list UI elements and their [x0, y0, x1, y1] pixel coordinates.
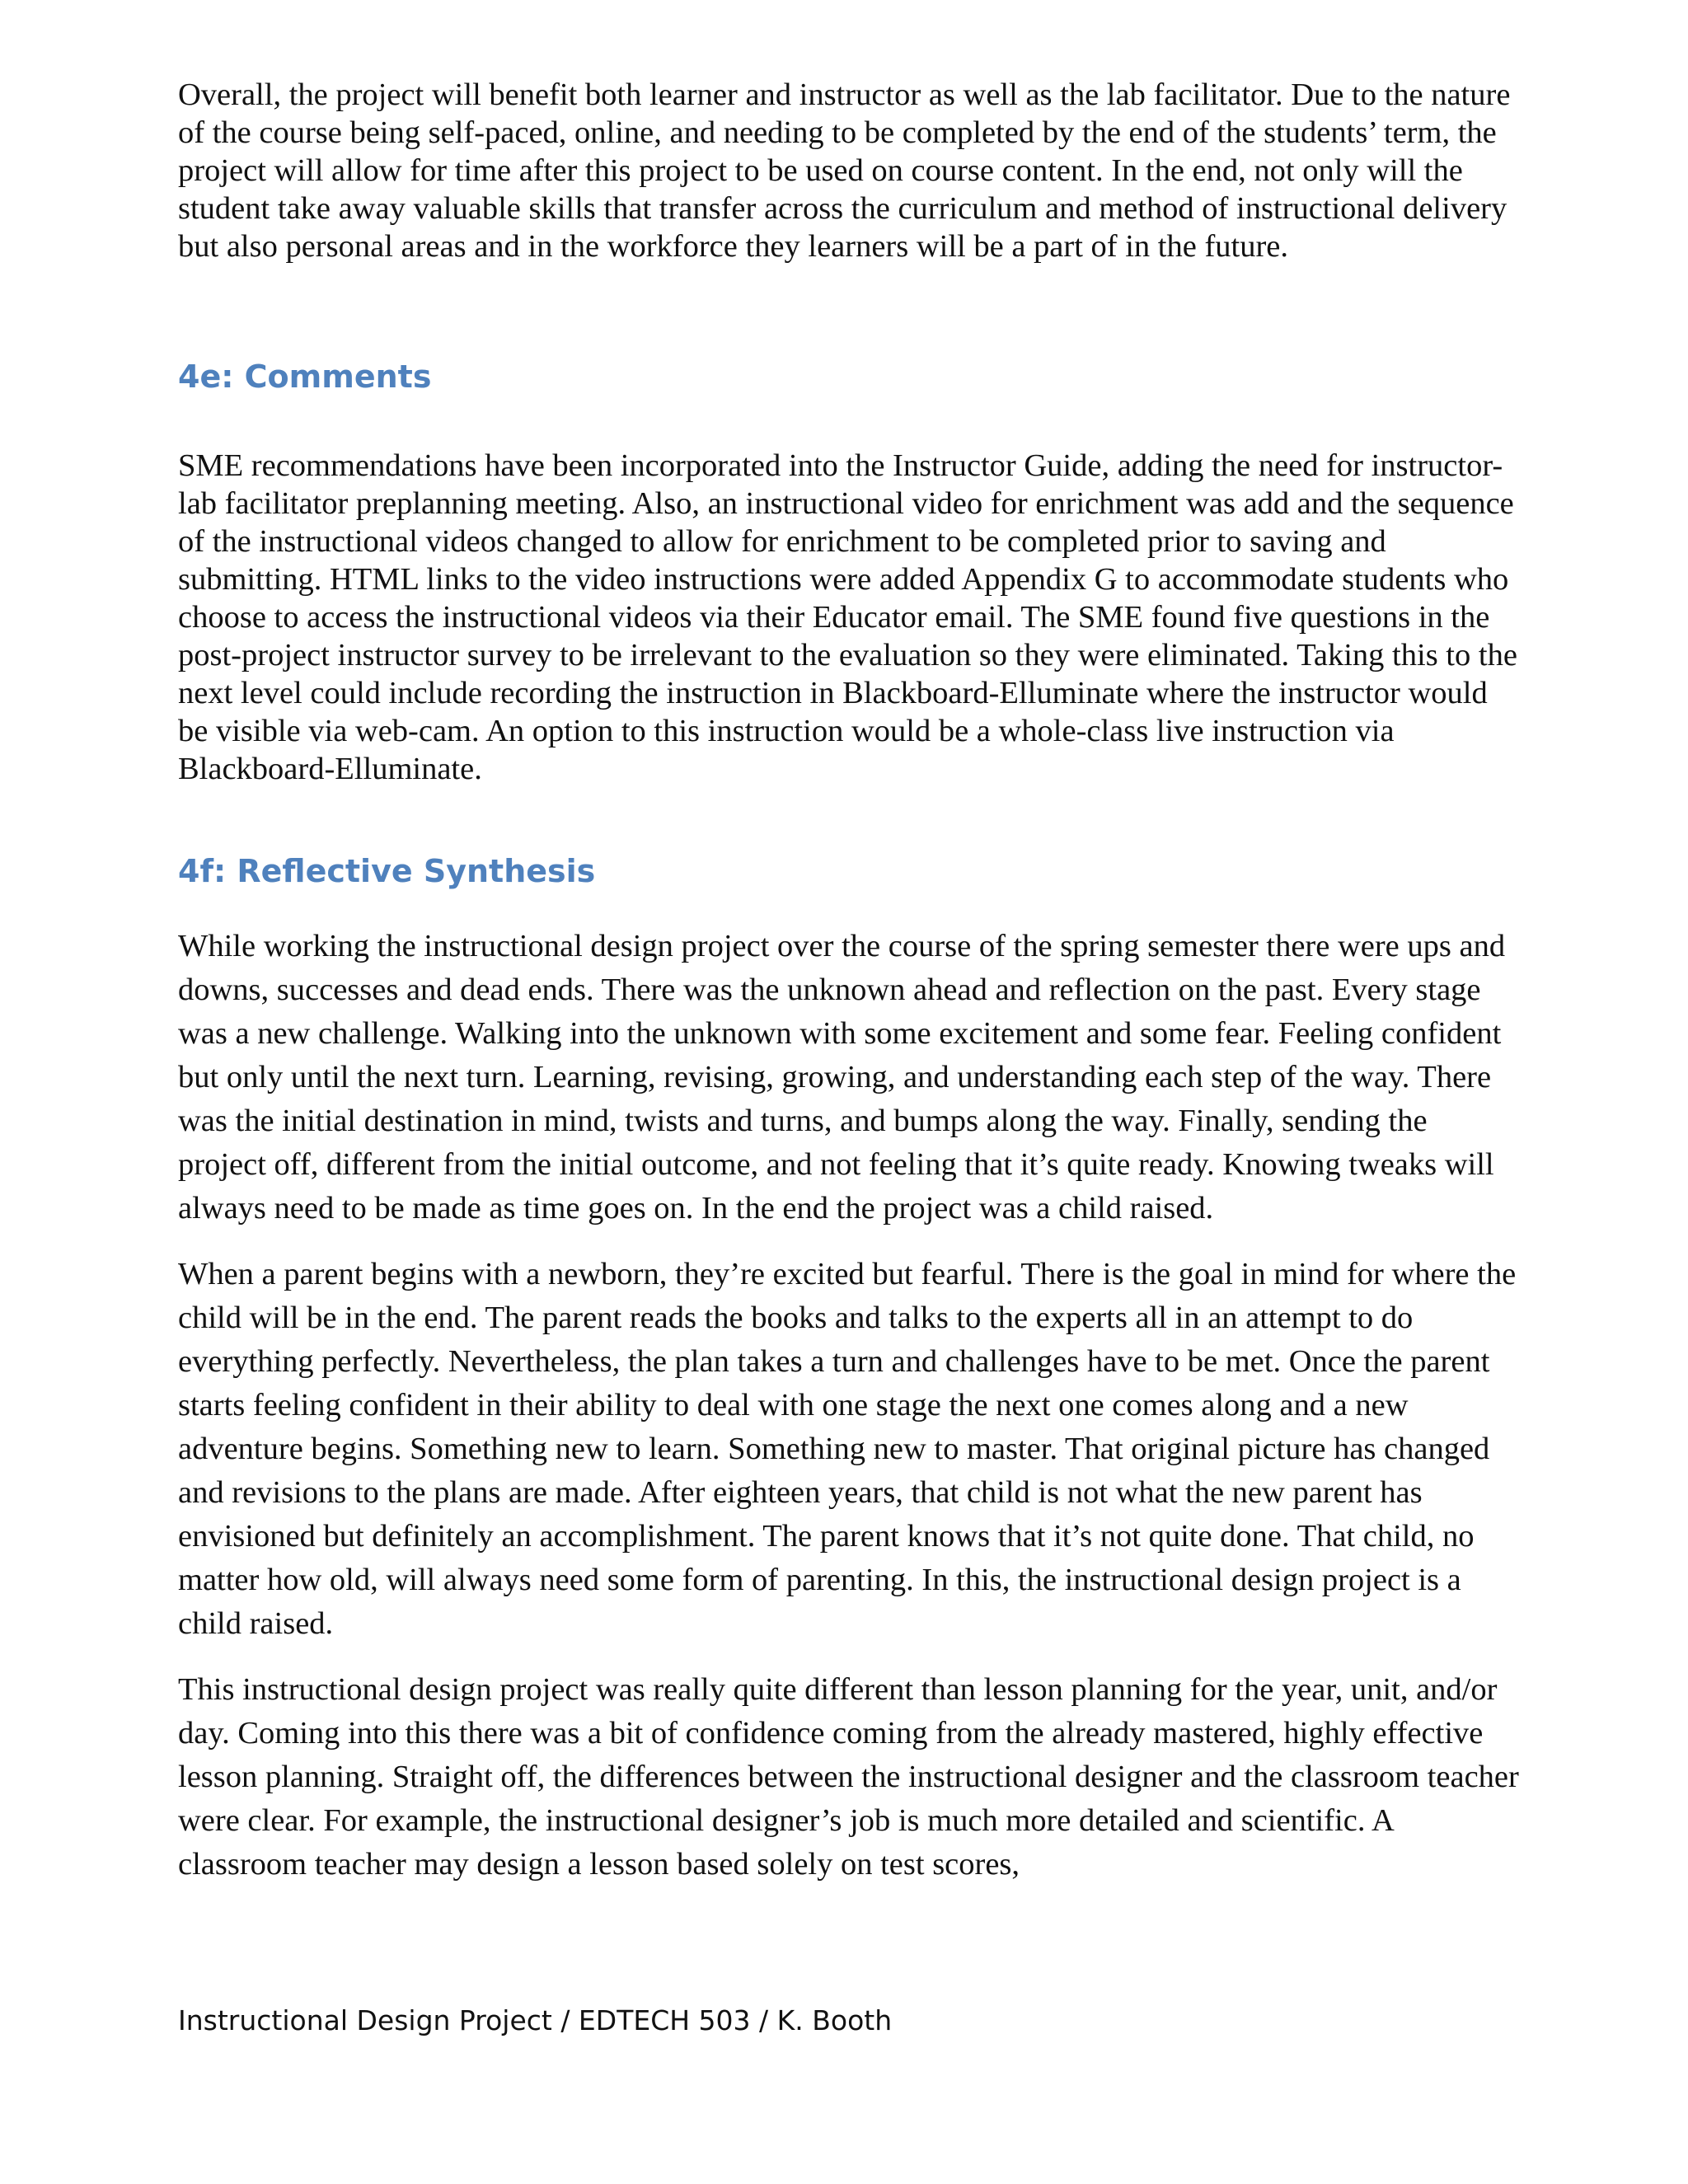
paragraph-4f-2: When a parent begins with a newborn, they’re excited but fearful. There is the goal in mind for where the child will be in the end. The parent reads the books and talks to the experts all in an attempt to do everything perfectly. Nevertheless, the plan takes a turn and challenges have to be met. Once the parent starts feeling confident in their ability to deal with one stage the next one comes along and a new adventure begins. Something new to learn. Something new to master. That original picture has changed and revisions to the plans are made. After eighteen years, that child is not what the new parent has envisioned but definitely an accomplishment. The parent knows that it’s not quite done. That child, no matter how old, will always need some form of parenting. In this, the instructional design project is a child raised. — [178, 1257, 1517, 1641]
page-footer: Instructional Design Project / EDTECH 503 / K. Booth — [178, 2004, 893, 2036]
heading-4e-comments: 4e: Comments — [178, 359, 432, 395]
heading-4f-reflective-synthesis: 4f: Reflective Synthesis — [178, 853, 596, 889]
paragraph-4e-comments: SME recommendations have been incorporated into the Instructor Guide, adding the need for instructor-lab facilitator preplanning meeting. Also, an instructional video for enrichment was add and the sequence of the instructional videos changed to allow for enrichment to be completed prior to saving and submitting. HTML links to the video instructions were added Appendix G to accommodate students who choose to access the instructional videos via their Educator email. The SME found five questions in the post-project instructor survey to be irrelevant to the evaluation so they were eliminated. Taking this to the next level could include recording the instruction in Blackboard-Elluminate where the instructor would be visible via web-cam. An option to this instruction would be a whole-class live instruction via Blackboard-Elluminate. — [178, 448, 1517, 786]
paragraph-4f-3: This instructional design project was really quite different than lesson planning for the year, unit, and/or day. Coming into this there was a bit of confidence coming from the already mastered, highly effective lesson planning. Straight off, the differences between the instructional designer and the classroom teacher were clear. For example, the instructional designer’s job is much more detailed and scientific. A classroom teacher may design a lesson based solely on test scores, — [178, 1672, 1519, 1882]
page-content — [178, 76, 1522, 1886]
paragraph-4f-1: While working the instructional design project over the course of the spring semester there were ups and downs, successes and dead ends. There was the unknown ahead and reflection on the past. Every stage was a new challenge. Walking into the unknown with some excitement and some fear. Feeling confident but only until the next turn. Learning, revising, growing, and understanding each step of the way. There was the initial destination in mind, twists and turns, and bumps along the way. Finally, sending the project off, different from the initial outcome, and not feeling that it’s quite ready. Knowing tweaks will always need to be made as time goes on. In the end the project was a child raised. — [178, 929, 1506, 1226]
paragraph-overall: Overall, the project will benefit both learner and instructor as well as the lab facilitator. Due to the nature of the course being self-paced, online, and needing to be completed by the end of the students’ term, the project will allow for time after this project to be used on course content. In the end, not only will the student take away valuable skills that transfer across the curriculum and method of instructional delivery but also personal areas and in the workforce they learners will be a part of in the future. — [178, 77, 1511, 264]
